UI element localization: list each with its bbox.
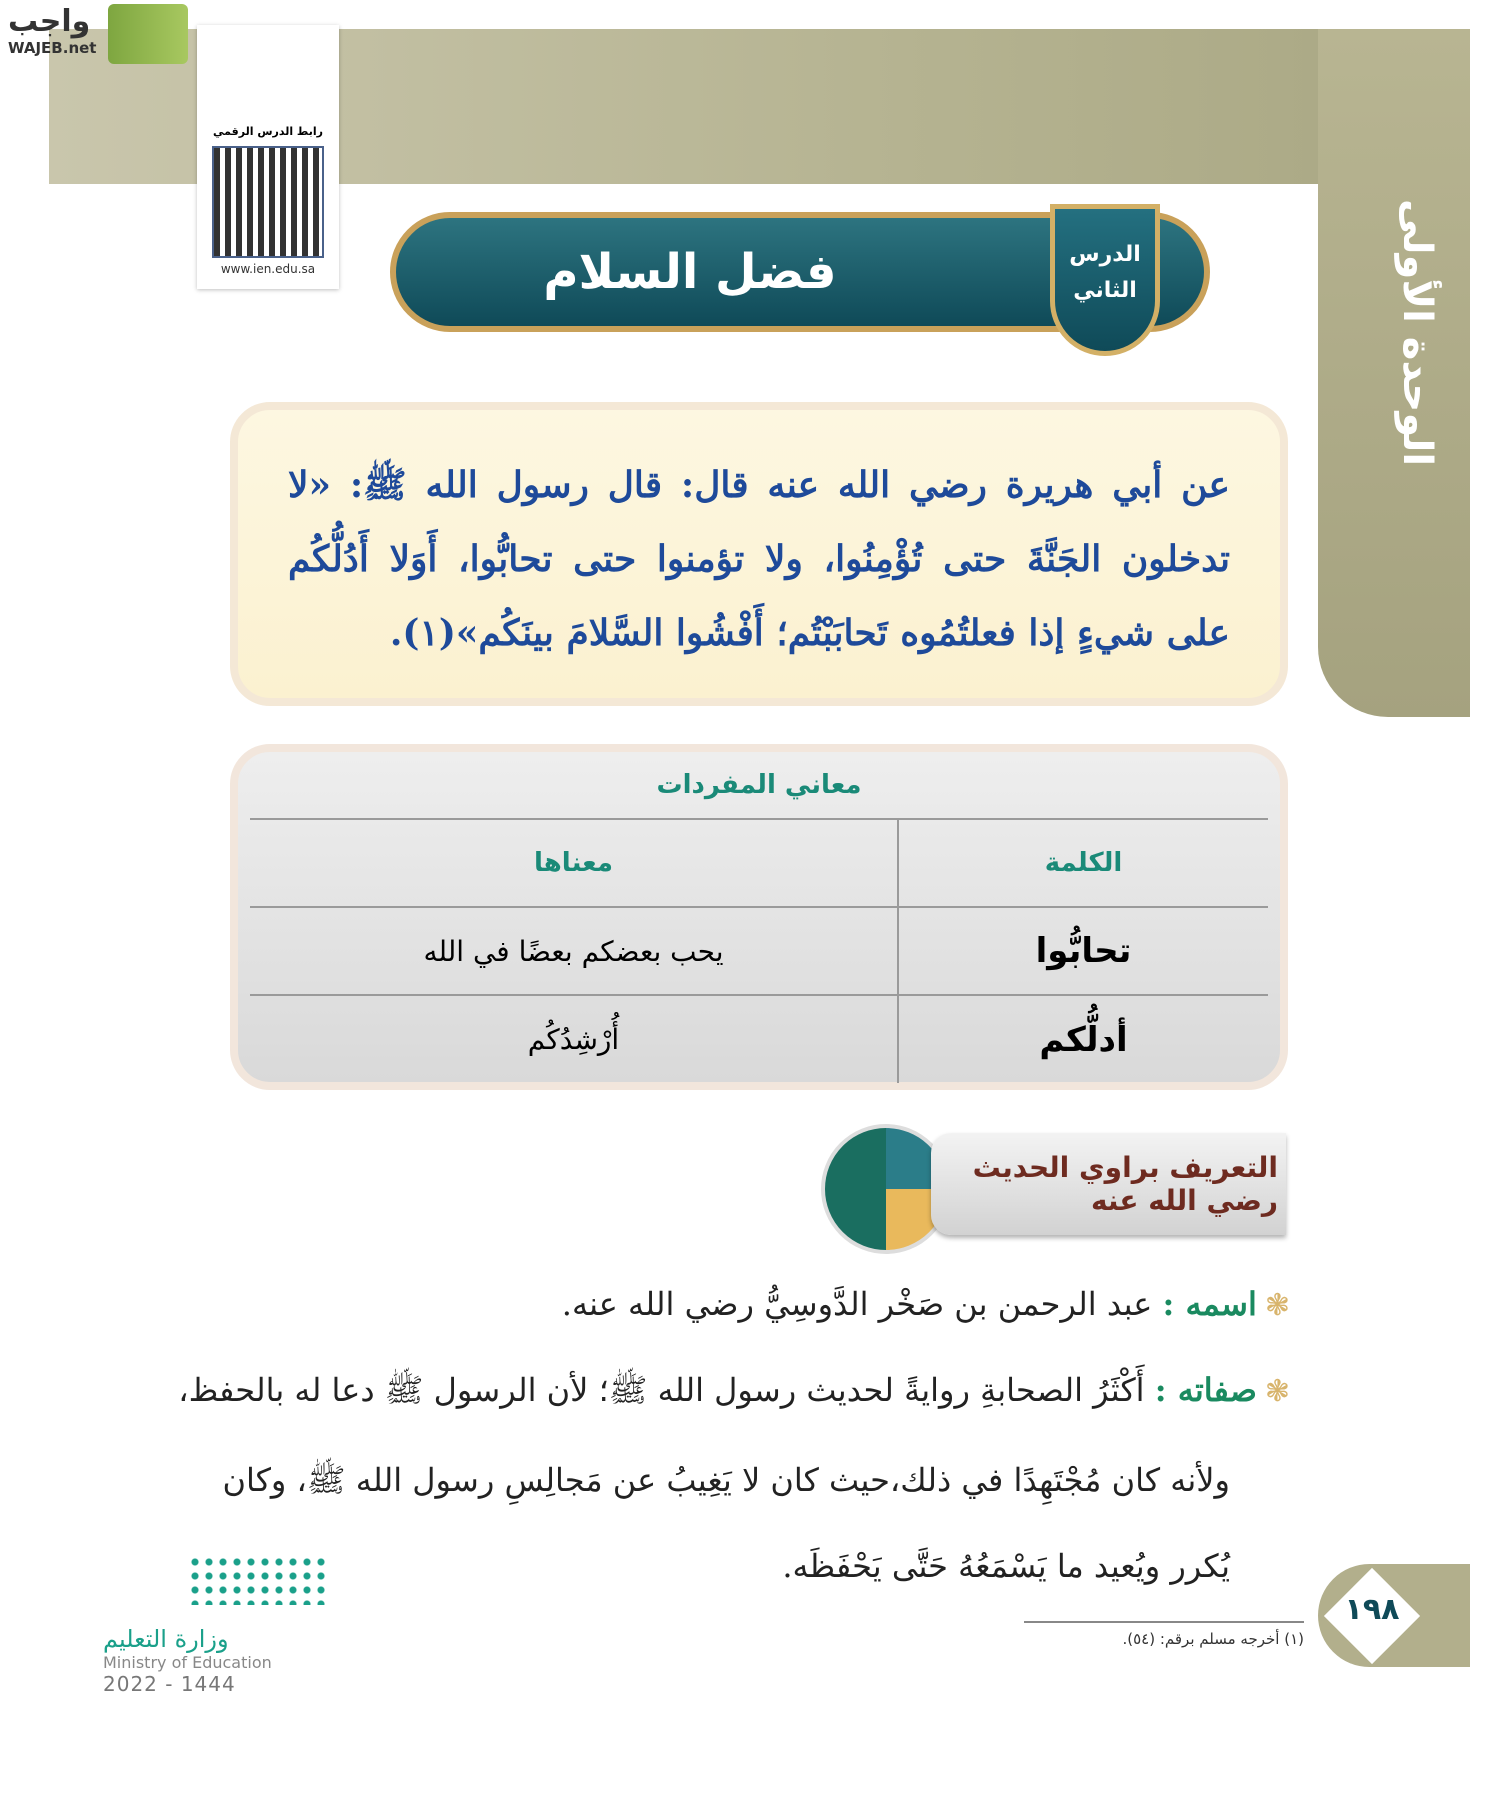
page-number-tab [1318,1564,1470,1667]
ministry-ar: وزارة التعليم [103,1625,229,1653]
traits-label: صفاته : [1154,1371,1257,1409]
section-header [821,1119,1286,1257]
narrator-traits-line [180,1371,1290,1417]
meaning: يحب بعضكم بعضًا في الله [250,907,898,995]
hadith-box: عن أبي هريرة رضي الله عنه قال: قال رسول الله ﷺ: «لا تدخلون الجَنَّةَ حتى تُؤْمِنُوا، ولا تؤمنوا حتى تحابُّوا، أَوَلا أَدُلُّكُم على شيءٍ إذا فعلتُمُوه تَحابَبْتُم؛ أَفْشُوا السَّلامَ بينَكُم»(١). [230,402,1288,706]
table-row [250,995,1268,1083]
lesson-badge: الدرس الثاني [1050,204,1160,356]
qr-code-icon[interactable] [212,146,324,258]
header-word: الكلمة [898,819,1268,907]
page-number: ١٩٨ [1344,1592,1400,1627]
table-row [250,907,1268,995]
vocab-table-box [230,744,1288,1090]
unit-label: الوحدة الأولى [1394,199,1440,467]
name-text: عبد الرحمن بن صَخْر الدَّوسِيُّ رضي الله عنه. [561,1285,1153,1323]
footnote: (١) أخرجه مسلم برقم: (٥٤). [1122,1630,1304,1648]
rosette-icon: ❃ [1264,1374,1290,1409]
vocab-title: معاني المفردات [656,770,862,800]
header-meaning: معناها [250,819,898,907]
traits-text: ولأنه كان مُجْتَهِدًا في ذلك،حيث كان لا يَغِيبُ عن مَجالِسِ رسول الله ﷺ، وكان [222,1461,1230,1499]
narrator-name-line [180,1285,1290,1323]
qr-url[interactable]: www.ien.edu.sa [220,262,316,276]
vocab-table [250,818,1268,1083]
lesson-title: فضل السلام [543,244,837,300]
word: تحابُّوا [898,907,1268,995]
ministry-year: 2022 - 1444 [103,1672,236,1696]
qr-card[interactable] [197,25,339,289]
word: أدلُّكم [898,995,1268,1083]
logo-en: WAJEB.net [8,39,97,57]
wajeb-book-icon [108,4,188,64]
meaning: أُرْشِدُكُم [250,995,898,1083]
traits-text: أَكْثَرُ الصحابةِ روايةً لحديث رسول الله ﷺ؛ لأن الرسول ﷺ دعا له بالحفظ، [178,1371,1145,1409]
qr-label: رابط الدرس الرقمي [213,125,323,138]
logo-ar: واجب [8,4,91,39]
wajeb-logo[interactable] [8,4,96,57]
ministry-en: Ministry of Education [103,1653,272,1672]
ministry-logo [103,1555,363,1696]
section-title: التعريف براوي الحديث رضي الله عنه [972,1151,1278,1217]
traits-text: يُكرر ويُعيد ما يَسْمَعُهُ حَتَّى يَحْفَظَه. [782,1547,1230,1585]
name-label: اسمه : [1162,1285,1257,1323]
rosette-icon: ❃ [1264,1288,1290,1323]
footnote-divider [1024,1621,1304,1623]
ministry-dots-icon [188,1555,328,1605]
unit-tab [1318,29,1470,717]
table-header-row [250,819,1268,907]
